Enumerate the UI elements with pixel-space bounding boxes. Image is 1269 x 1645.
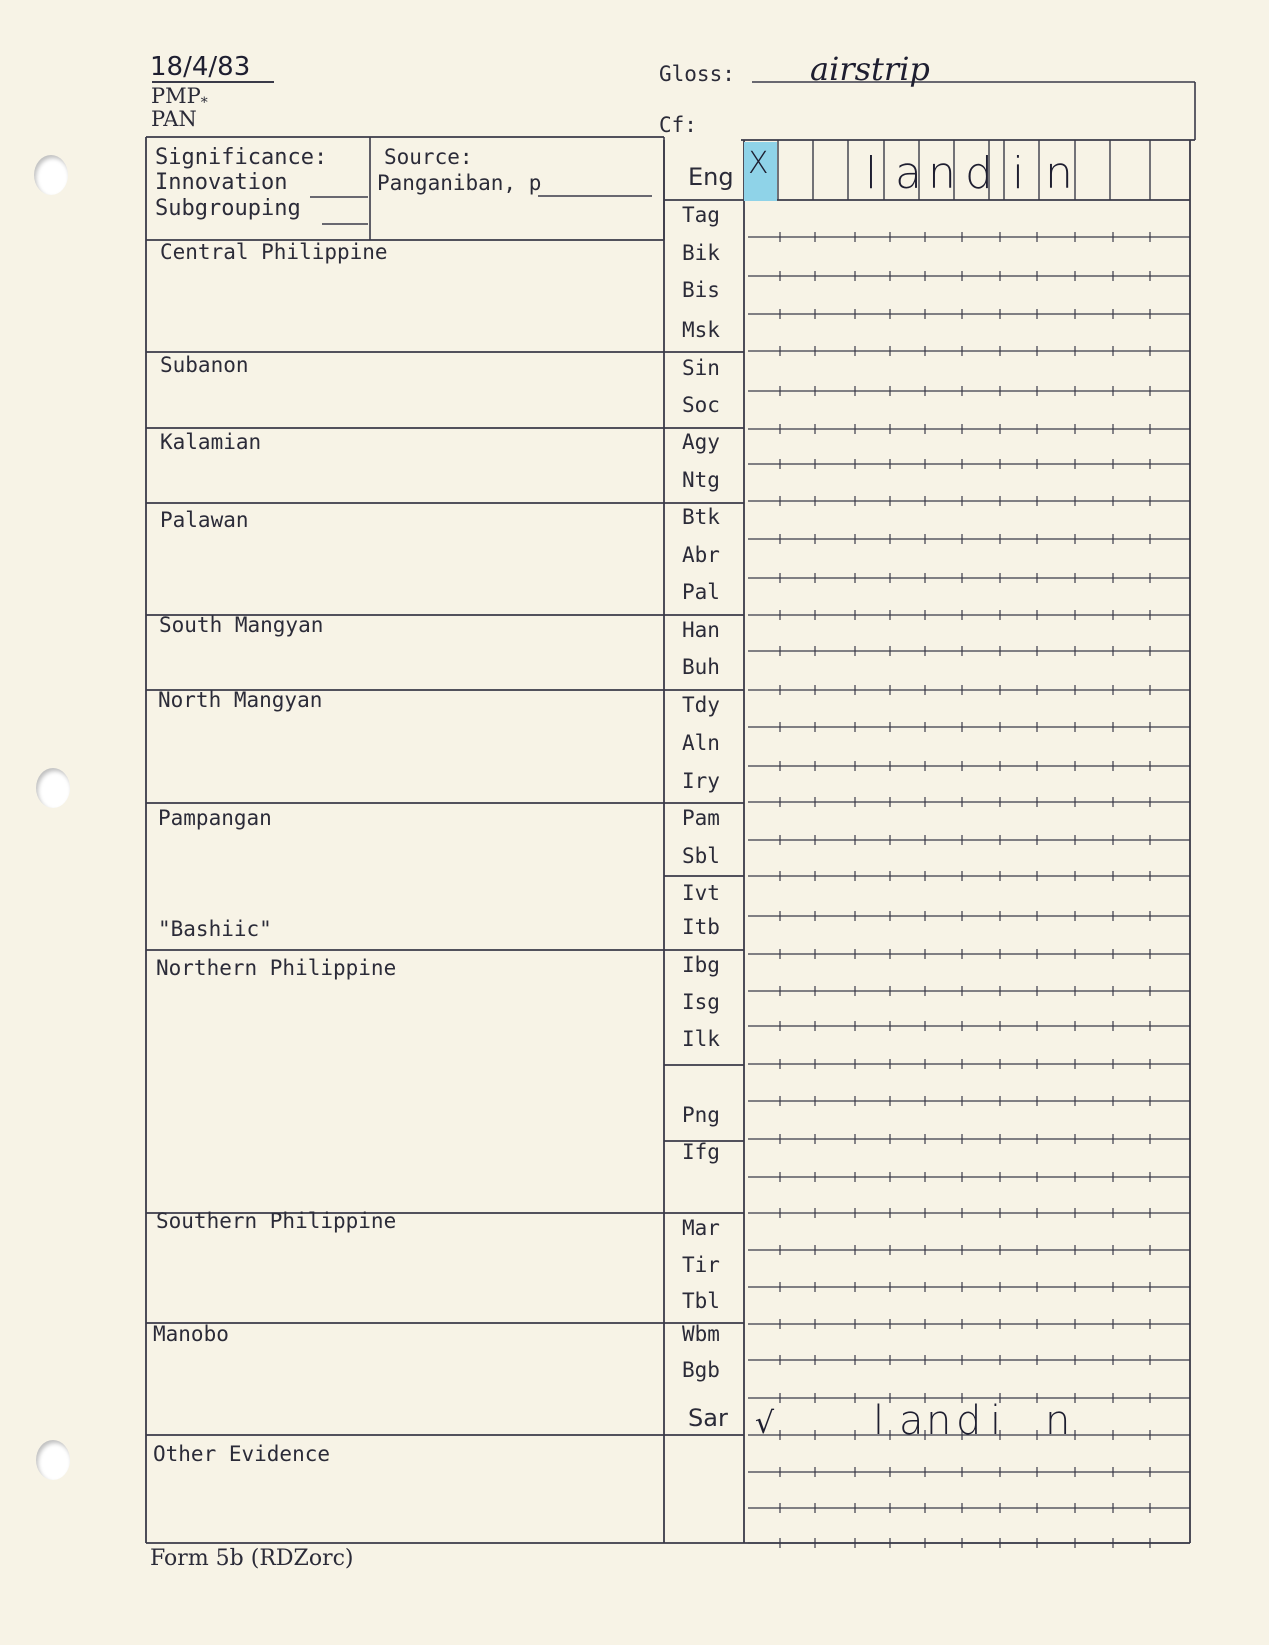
group-pampangan: Pampangan: [158, 806, 272, 830]
lang-code-wbm: Wbm: [682, 1322, 720, 1346]
group-south-mangyan: South Mangyan: [159, 613, 324, 637]
sar-mark: √: [755, 1406, 775, 1441]
lang-code-pam: Pam: [682, 806, 720, 830]
lang-code-ivt: Ivt: [682, 881, 720, 905]
handwritten-letter: i: [990, 1398, 1002, 1444]
lang-code-sin: Sin: [682, 356, 720, 380]
lang-code-tdy: Tdy: [682, 693, 720, 717]
group-bashiic: "Bashiic": [158, 917, 272, 941]
lang-code-han: Han: [682, 618, 720, 642]
lang-code-sar: Sar: [688, 1404, 728, 1432]
group-subanon: Subanon: [160, 353, 249, 377]
lang-code-isg: Isg: [682, 990, 720, 1014]
pmp-mark: *: [200, 95, 208, 111]
form-label: Form 5b (RDZorc): [150, 1546, 354, 1571]
lang-code-buh: Buh: [682, 655, 720, 679]
lang-code-tbl: Tbl: [682, 1289, 720, 1313]
handwritten-letter: a: [899, 1398, 924, 1444]
date-stamp: 18/4/83: [150, 52, 251, 82]
group-kalamian: Kalamian: [160, 430, 262, 454]
lang-code-ibg: Ibg: [682, 953, 720, 977]
lang-code-ifg: Ifg: [682, 1140, 720, 1164]
source-value: Panganiban, p: [377, 171, 542, 195]
group-southern-philippine: Southern Philippine: [156, 1209, 397, 1233]
handwritten-letter: d: [965, 148, 993, 199]
eng-mark: X: [748, 146, 769, 181]
pmp-text: PMP: [151, 84, 201, 108]
innovation-label: Innovation: [155, 170, 288, 195]
lang-code-tag: Tag: [682, 203, 720, 227]
significance-label: Significance:: [155, 145, 328, 170]
handwritten-letter: n: [1045, 148, 1073, 199]
subgrouping-label: Subgrouping: [155, 196, 301, 221]
lang-code-sbl: Sbl: [682, 844, 720, 868]
handwritten-letter: n: [926, 1398, 952, 1444]
gloss-label: Gloss:: [659, 62, 735, 86]
lang-code-bik: Bik: [682, 241, 720, 265]
lang-code-soc: Soc: [682, 393, 720, 417]
handwritten-letter: d: [956, 1398, 982, 1444]
lang-code-ilk: Ilk: [682, 1027, 720, 1051]
lang-code-itb: Itb: [682, 915, 720, 939]
gloss-value: airstrip: [810, 50, 930, 88]
lang-code-bis: Bis: [682, 278, 720, 302]
source-label: Source:: [384, 145, 473, 169]
lang-code-ntg: Ntg: [682, 468, 720, 492]
lang-code-eng: Eng: [688, 163, 734, 191]
handwritten-letter: n: [928, 148, 956, 199]
pan-label: PAN: [151, 107, 197, 131]
cf-label: Cf:: [659, 113, 697, 137]
group-northern-philippine: Northern Philippine: [156, 956, 397, 980]
lang-code-iry: Iry: [682, 769, 720, 793]
group-central-philippine: Central Philippine: [160, 240, 388, 264]
lang-code-aln: Aln: [682, 731, 720, 755]
lang-code-pal: Pal: [682, 580, 720, 604]
lang-code-tir: Tir: [682, 1253, 720, 1277]
group-manobo: Manobo: [153, 1322, 229, 1346]
lang-code-abr: Abr: [682, 543, 720, 567]
group-palawan: Palawan: [160, 508, 249, 532]
handwritten-letter: n: [1045, 1398, 1071, 1444]
group-other-evidence: Other Evidence: [153, 1442, 331, 1466]
lang-code-msk: Msk: [682, 318, 720, 342]
lang-code-png: Png: [682, 1103, 720, 1127]
lang-code-mar: Mar: [682, 1216, 720, 1240]
group-north-mangyan: North Mangyan: [158, 688, 323, 712]
handwritten-letter: a: [895, 148, 922, 199]
lang-code-agy: Agy: [682, 430, 720, 454]
handwritten-letter: l: [865, 148, 878, 199]
handwritten-letter: l: [873, 1398, 885, 1444]
lang-code-bgb: Bgb: [682, 1358, 720, 1382]
handwritten-letter: i: [1012, 148, 1025, 199]
lang-code-btk: Btk: [682, 505, 720, 529]
